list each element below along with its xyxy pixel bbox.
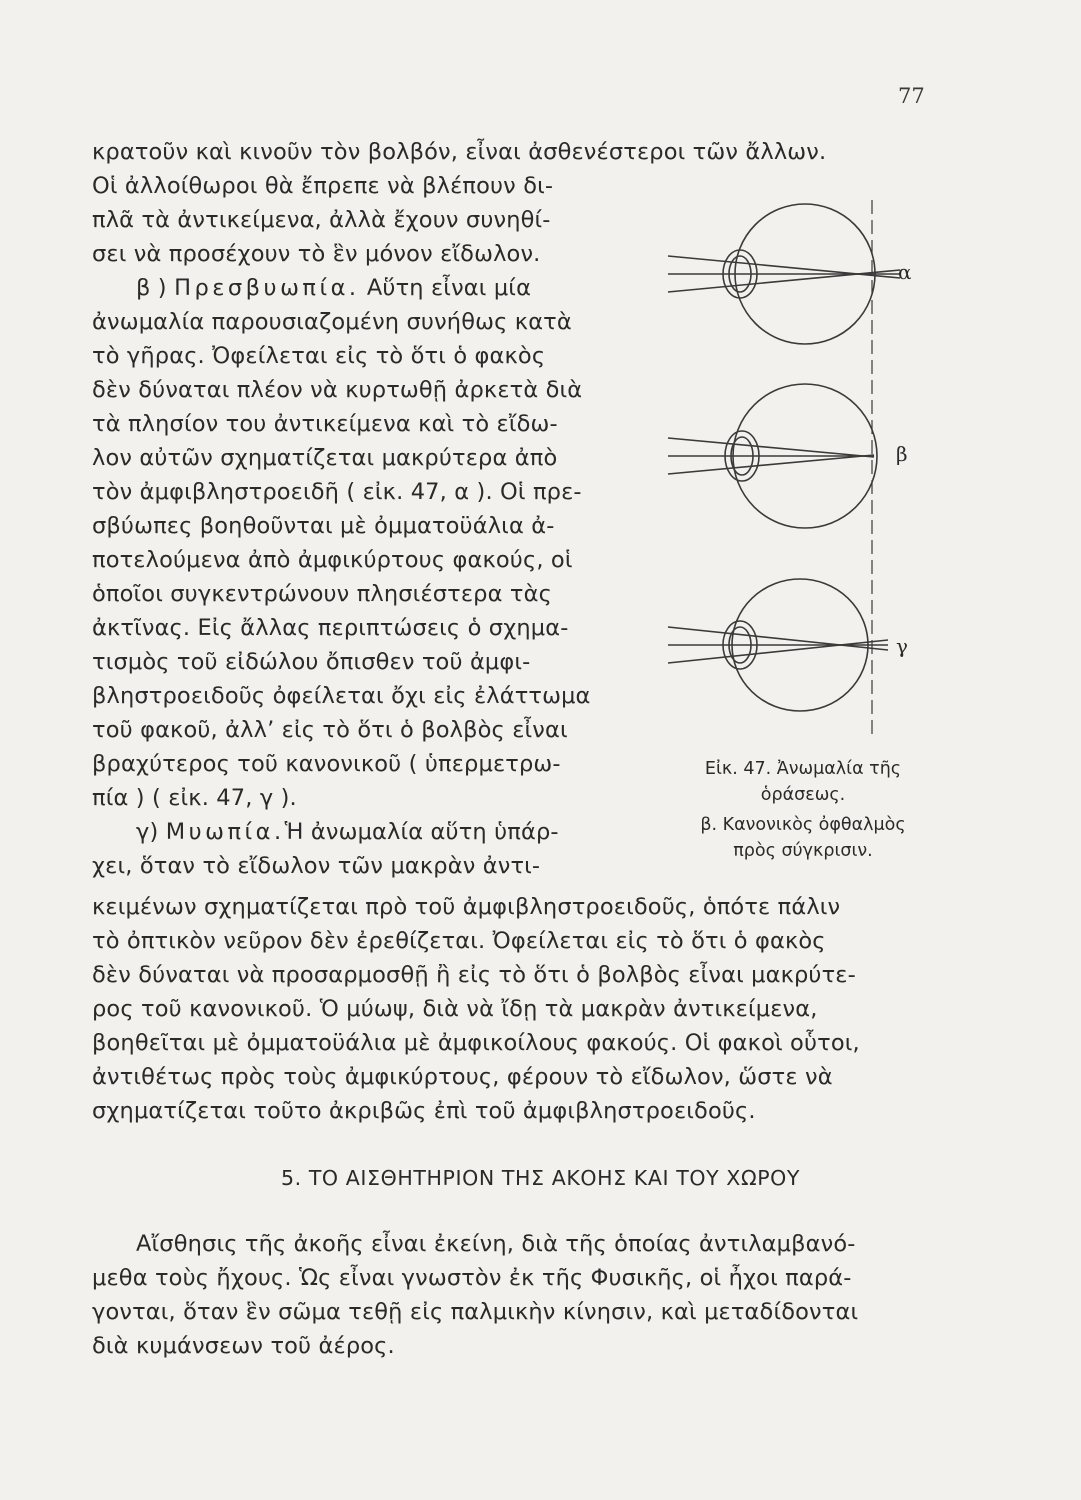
section-heading: 5. ΤΟ ΑΙΣΘΗΤΗΡΙΟΝ ΤΗΣ ΑΚΟΗΣ ΚΑΙ ΤΟΥ ΧΩΡΟΥ xyxy=(280,1166,801,1190)
myopia-term: Μυωπία. xyxy=(165,819,285,845)
myopia-prefix: γ) xyxy=(136,819,159,845)
text-line: δὲν δύναται νὰ προσαρμοσθῇ ἢ εἰς τὸ ὅτι ὁ βολβὸς εἶναι μακρύτε- xyxy=(92,962,856,988)
text-line: ὁποῖοι συγκεντρώνουν πλησιέστερα τὰς xyxy=(92,581,552,607)
figure-caption-line: πρὸς σύγκρισιν. xyxy=(733,841,873,861)
eye-label-beta: β xyxy=(896,442,908,466)
text-line: λον αὐτῶν σχηματίζεται μακρύτερα ἀπὸ xyxy=(92,445,558,471)
text-line: ἀνωμαλία παρουσιαζομένη συνήθως κατὰ xyxy=(92,309,572,335)
eye-label-gamma: γ xyxy=(896,634,908,658)
myopia-heading xyxy=(136,816,559,848)
text-line: ρος τοῦ κανονικοῦ. Ὁ μύωψ, διὰ νὰ ἴδῃ τὰ μακρὰν ἀντικείμενα, xyxy=(92,996,818,1022)
figure-caption-line: Εἰκ. 47. Ἀνωμαλία τῆς xyxy=(704,759,902,779)
text-line: Ἡ ἀνωμαλία αὕτη ὑπάρ- xyxy=(284,819,559,845)
text-line: πία ) ( εἰκ. 47, γ ). xyxy=(92,785,297,811)
figure-caption-line: ὁράσεως. xyxy=(760,785,846,805)
presbyopia-term: Πρεσβυωπία. xyxy=(174,275,360,301)
eye-label-alpha: α xyxy=(898,260,912,284)
presbyopia-prefix: β ) xyxy=(136,275,167,301)
text-line: σει νὰ προσέχουν τὸ ἓν μόνον εἴδωλον. xyxy=(92,241,541,267)
text-line: σβύωπες βοηθοῦνται μὲ ὀμματοϋάλια ἀ- xyxy=(92,513,555,539)
text-line: διὰ κυμάνσεων τοῦ ἀέρος. xyxy=(92,1333,395,1359)
presbyopia-heading xyxy=(136,272,531,304)
eye-diagram-beta xyxy=(668,384,877,528)
text-line: Αἴσθησις τῆς ἀκοῆς εἶναι ἐκείνη, διὰ τῆς ὁποίας ἀντιλαμβανό- xyxy=(136,1231,856,1257)
text-line: ποτελούμενα ἀπὸ ἀμφικύρτους φακούς, οἱ xyxy=(92,547,573,573)
text-line: τοῦ φακοῦ, ἀλλ’ εἰς τὸ ὅτι ὁ βολβὸς εἶναι xyxy=(92,717,568,743)
text-line: κειμένων σχηματίζεται πρὸ τοῦ ἀμφιβληστροειδοῦς, ὁπότε πάλιν xyxy=(92,894,841,920)
text-line: κρατοῦν καὶ κινοῦν τὸν βολβόν, εἶναι ἀσθενέστεροι τῶν ἄλλων. xyxy=(92,139,827,165)
eye-diagram-alpha xyxy=(668,204,900,344)
text-line: σχηματίζεται τοῦτο ἀκριβῶς ἐπὶ τοῦ ἀμφιβληστροειδοῦς. xyxy=(92,1098,756,1124)
text-line: Οἱ ἀλλοίθωροι θὰ ἔπρεπε νὰ βλέπουν δι- xyxy=(92,173,554,199)
text-line: δὲν δύναται πλέον νὰ κυρτωθῇ ἀρκετὰ διὰ xyxy=(92,377,583,403)
text-line: χει, ὅταν τὸ εἴδωλον τῶν μακρὰν ἀντι- xyxy=(92,853,541,879)
text-line: τὰ πλησίον του ἀντικείμενα καὶ τὸ εἴδω- xyxy=(92,411,558,437)
text-line: βραχύτερος τοῦ κανονικοῦ ( ὑπερμετρω- xyxy=(92,751,561,777)
text-line: τισμὸς τοῦ εἰδώλου ὄπισθεν τοῦ ἀμφι- xyxy=(92,649,531,675)
text-line: ἀντιθέτως πρὸς τοὺς ἀμφικύρτους, φέρουν τὸ εἴδωλον, ὥστε νὰ xyxy=(92,1064,833,1090)
text-line: Αὕτη εἶναι μία xyxy=(366,275,532,301)
eye-diagram-gamma xyxy=(668,579,888,711)
text-line: τὸ γῆρας. Ὀφείλεται εἰς τὸ ὅτι ὁ φακὸς xyxy=(92,343,546,369)
figure-caption-line: β. Κανονικὸς ὀφθαλμὸς xyxy=(700,815,906,835)
text-line: γονται, ὅταν ἓν σῶμα τεθῇ εἰς παλμικὴν κίνησιν, καὶ μεταδίδονται xyxy=(92,1299,859,1325)
text-line: τὸν ἀμφιβληστροειδῆ ( εἰκ. 47, α ). Οἱ πρε- xyxy=(92,479,582,505)
text-line: βληστροειδοῦς ὀφείλεται ὄχι εἰς ἐλάττωμα xyxy=(92,683,591,709)
text-line: μεθα τοὺς ἤχους. Ὡς εἶναι γνωστὸν ἐκ τῆς Φυσικῆς, οἱ ἦχοι παρά- xyxy=(92,1265,852,1291)
figure-47-eye-diagrams xyxy=(660,180,930,740)
text-line: τὸ ὀπτικὸν νεῦρον δὲν ἐρεθίζεται. Ὀφείλεται εἰς τὸ ὅτι ὁ φακὸς xyxy=(92,928,826,954)
page-number: 77 xyxy=(898,84,925,108)
text-line: πλᾶ τὰ ἀντικείμενα, ἀλλὰ ἔχουν συνηθί- xyxy=(92,207,551,233)
text-line: ἀκτῖνας. Εἰς ἄλλας περιπτώσεις ὁ σχημα- xyxy=(92,615,569,641)
eye-diagrams-svg xyxy=(660,180,930,740)
text-line: βοηθεῖται μὲ ὀμματοϋάλια μὲ ἀμφικοίλους φακούς. Οἱ φακοὶ οὗτοι, xyxy=(92,1030,860,1056)
